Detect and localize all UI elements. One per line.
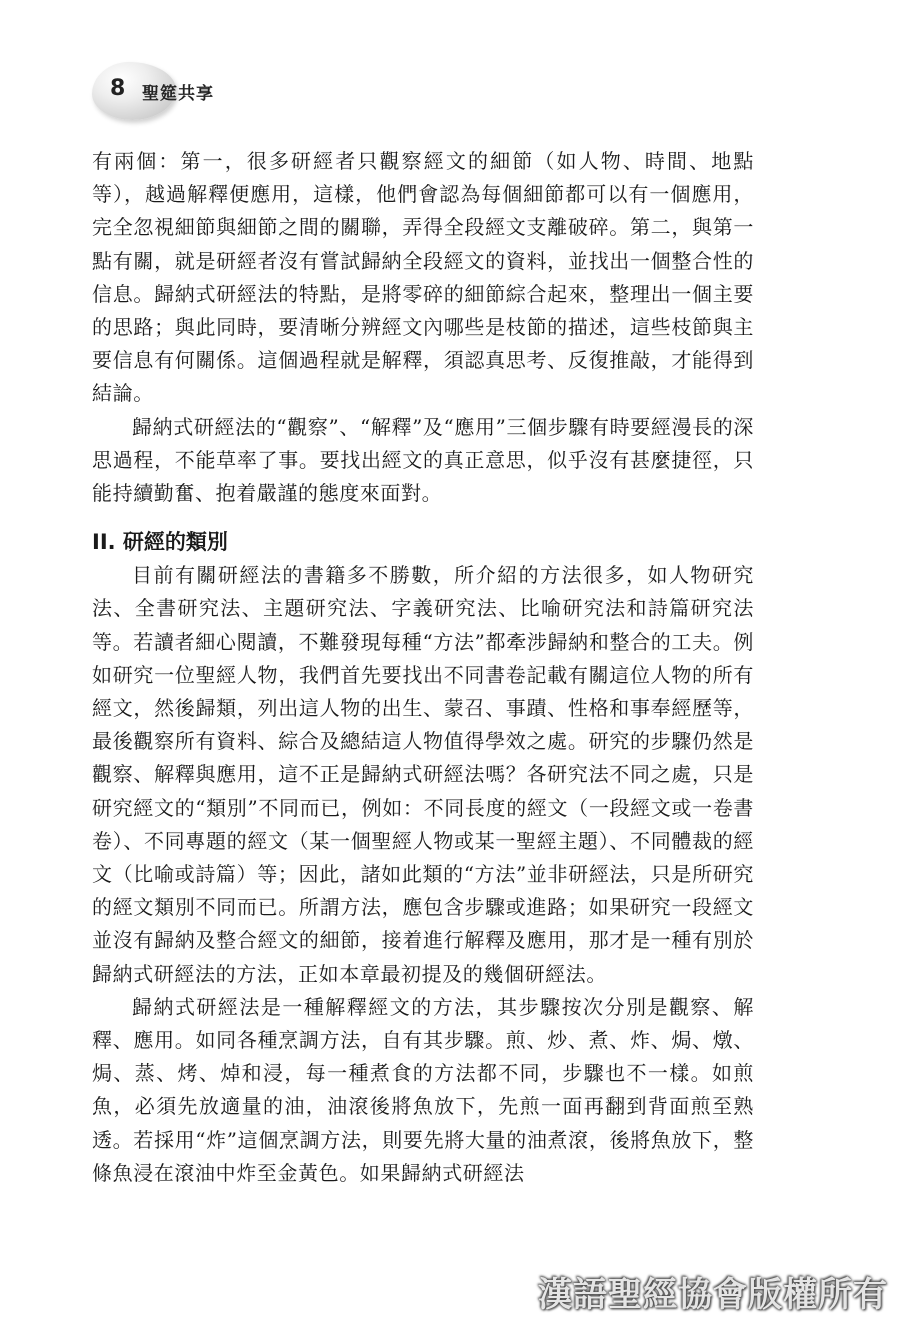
page-header [92,62,332,120]
section-heading: II. 研經的類別 [92,530,228,555]
paragraph: 有兩個：第一，很多研經者只觀察經文的細節（如人物、時間、地點等），越過解釋便應用，這樣，他們會認為每個細節都可以有一個應用，完全忽視細節與細節之間的關聯，弄得全段經文支離破碎。第二，與第一點有關，就是研經者沒有嘗試歸納全段經文的資料，並找出一個整合性的信息。歸納式研經法的特點，是將零碎的細節綜合起來，整理出一個主要的思路；與此同時，要清晰分辨經文內哪些是枝節的描述，這些枝節與主要信息有何關係。這個過程就是解釋，須認真思考、反復推敲，才能得到結論。 [92,149,754,406]
page-number: 8 [110,76,126,101]
paragraph: 目前有關研經法的書籍多不勝數，所介紹的方法很多，如人物研究法、全書研究法、主題研究法、字義研究法、比喻研究法和詩篇研究法等。若讀者細心閱讀，不難發現每種“方法”都牽涉歸納和整合的工夫。例如研究一位聖經人物，我們首先要找出不同書卷記載有關這位人物的所有經文，然後歸類，列出這人物的出生、蒙召、事蹟、性格和事奉經歷等，最後觀察所有資料、綜合及總結這人物值得學效之處。研究的步驟仍然是觀察、解釋與應用，這不正是歸納式研經法嗎？各研究法不同之處，只是研究經文的“類別”不同而已，例如：不同長度的經文（一段經文或一卷書卷）、不同專題的經文（某一個聖經人物或某一聖經主題）、不同體裁的經文（比喻或詩篇）等；因此，諸如此類的“方法”並非研經法，只是所研究的經文類別不同而已。所謂方法，應包含步驟或進路；如果研究一段經文並沒有歸納及整合經文的細節，接着進行解釋及應用，那才是一種有別於歸納式研經法的方法，正如本章最初提及的幾個研經法。 [92,563,754,986]
paragraph: 歸納式研經法的“觀察”、“解釋”及“應用”三個步驟有時要經漫長的深思過程，不能草率了事。要找出經文的真正意思，似乎沒有甚麼捷徑，只能持續勤奮、抱着嚴謹的態度來面對。 [92,414,754,506]
book-title: 聖筵共享 [142,84,214,104]
main-text [92,145,754,1190]
paragraph: 歸納式研經法是一種解釋經文的方法，其步驟按次分別是觀察、解釋、應用。如同各種烹調方法，自有其步驟。煎、炒、煮、炸、焗、燉、焗、蒸、烤、焯和浸，每一種煮食的方法都不同，步驟也不一樣。如煎魚，必須先放適量的油，油滾後將魚放下，先煎一面再翻到背面煎至熟透。若採用“炸”這個烹調方法，則要先將大量的油煮滾，後將魚放下，整條魚浸在滾油中炸至金黃色。如果歸納式研經法 [92,994,754,1185]
copyright-watermark: 漢語聖經協會版權所有 [538,1275,888,1315]
